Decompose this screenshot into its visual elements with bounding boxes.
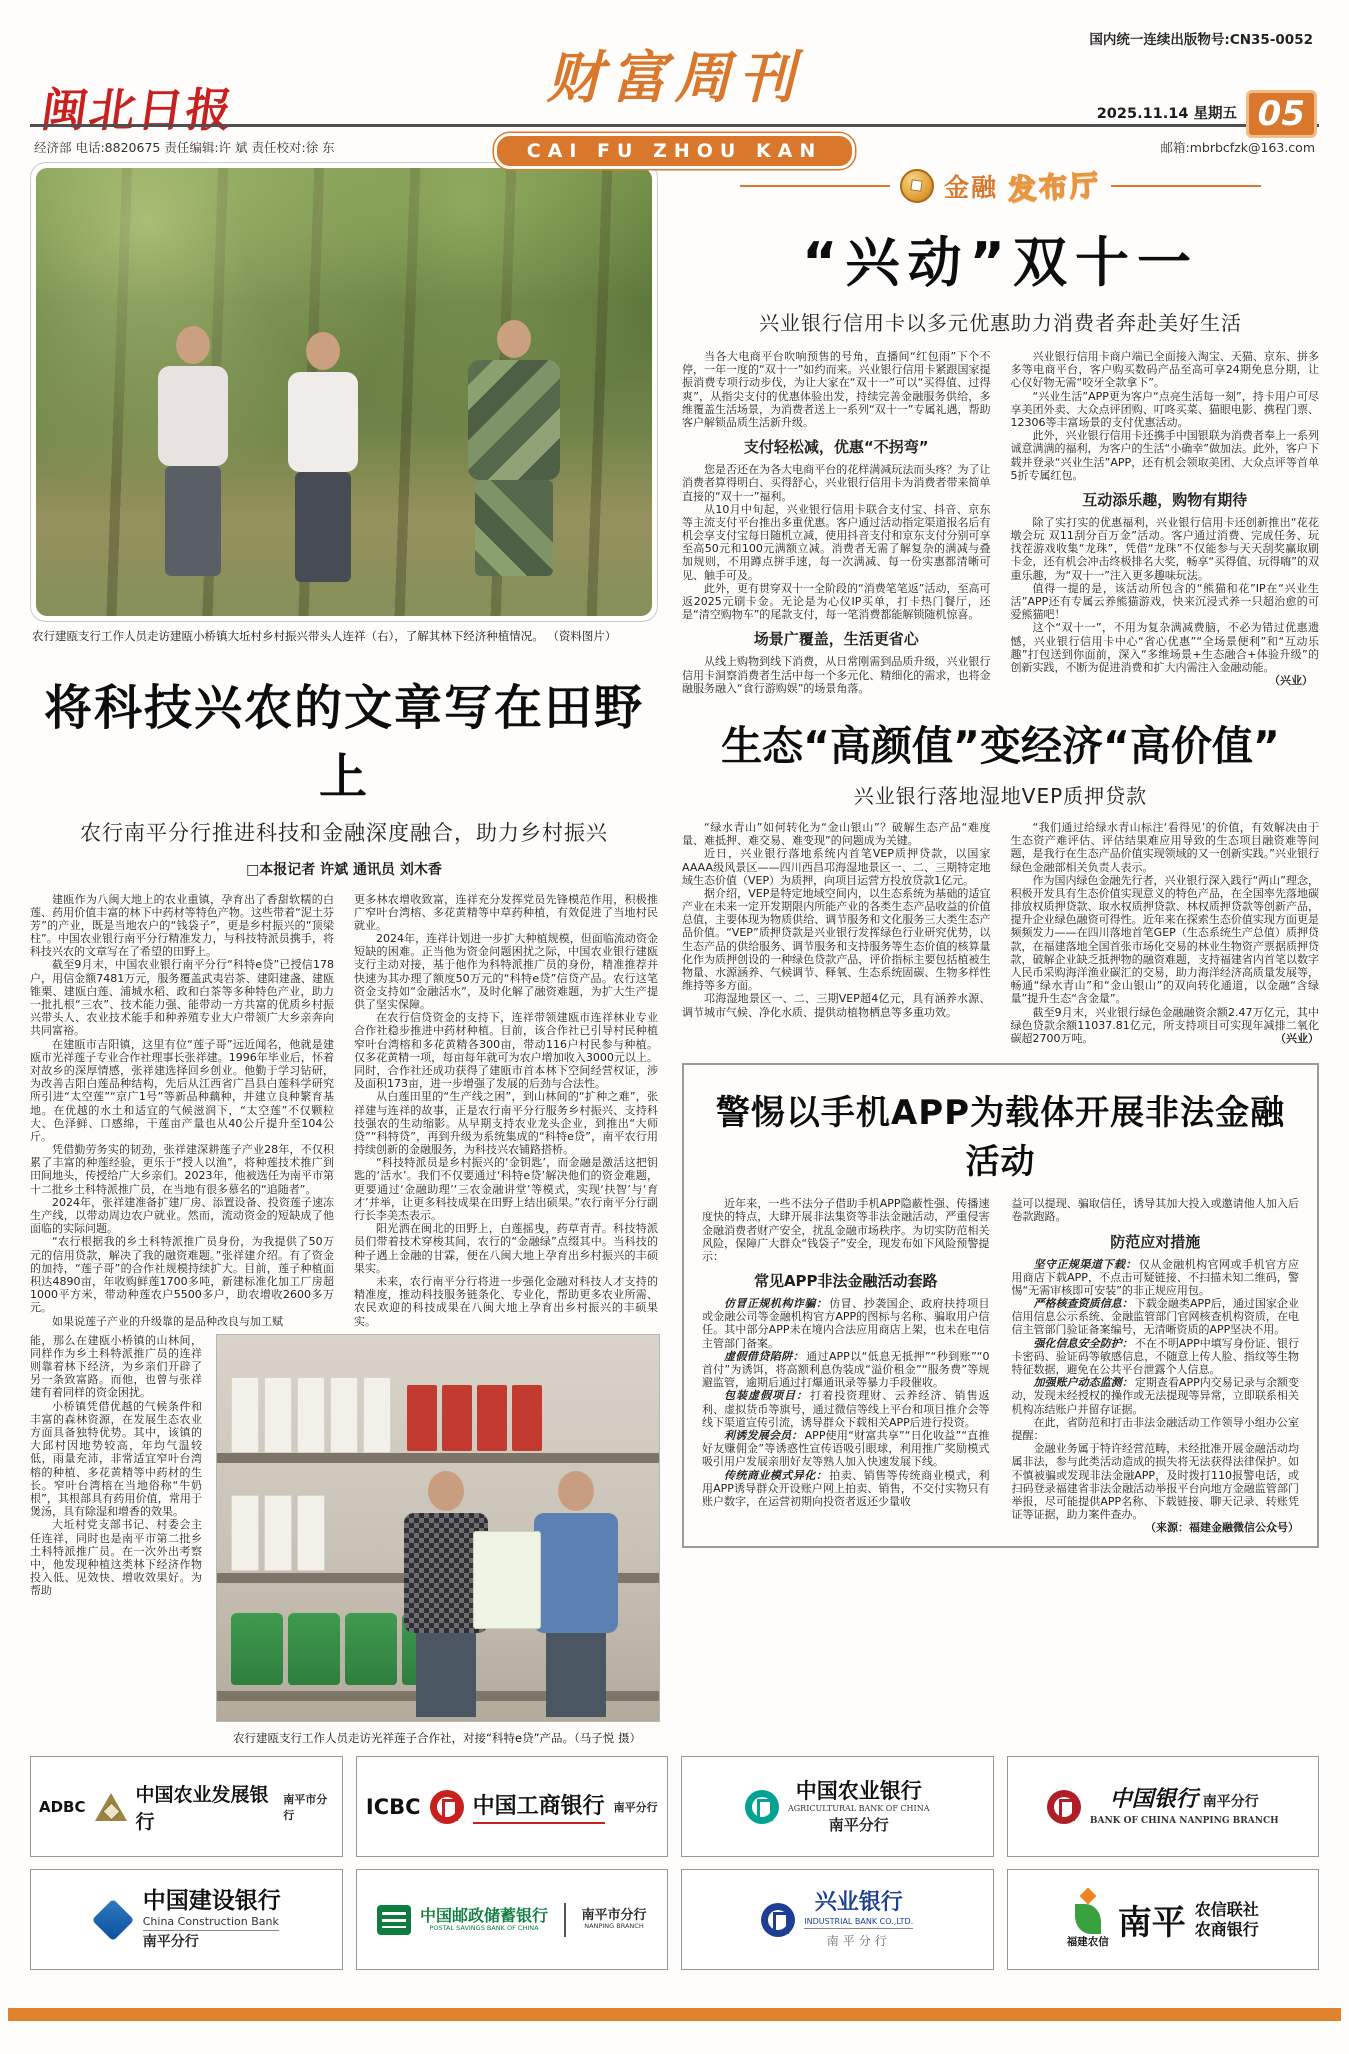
xingdong-column-1 bbox=[682, 350, 991, 695]
paragraph: 未来，农行南平分行将进一步强化金融对科技人才支持的精准度，推动科技服务链条化、专业化，帮助更多农业所需、农民欢迎的科技成果在八闽大地上孕育出乡村振兴的丰硕果实。 bbox=[354, 1274, 658, 1328]
nongxin-name: 南平 bbox=[1117, 1903, 1186, 1943]
photo-cooperative-visit bbox=[216, 1334, 660, 1722]
vep-headline: 生态“高颜值”变经济“高价值” bbox=[721, 721, 1280, 770]
paragraph-lead-in: 传统商业模式异化： bbox=[724, 1468, 828, 1482]
left-article-headline: 将科技兴农的文章写在田野上 bbox=[43, 679, 644, 805]
article-xingdong bbox=[682, 220, 1319, 695]
icbc-abbr: ICBC bbox=[365, 1794, 421, 1819]
issue-date: 2025.11.14 星期五 bbox=[1096, 106, 1237, 122]
vep-subtitle: 兴业银行落地湿地VEP质押贷款 bbox=[853, 783, 1148, 808]
paragraph: 邛海湿地景区一、二、三期VEP超4亿元，具有涵养水源、调节城市气候、净化水质、提供动植物栖息等多重功效。 bbox=[682, 992, 991, 1019]
paragraph: 值得一提的是，该活动所包含的“熊猫和花”IP在“兴业生活”APP还有专属云养熊猫游戏，快来沉浸式养一只超治愈的可爱熊猫吧！ bbox=[1010, 581, 1319, 622]
paragraph: 作为国内绿色金融先行者，兴业银行深入践行“两山”理念，积极开发具有生态价值实现意义的特色产品，在全国率先落地碳排放权质押贷款、取水权质押贷款、林权质押贷款等创新产品，提升企业绿色融资可得性。近年来在探索生态价值实现方面更是频频发力——在四川落地首笔GEP（生态系统生产总值）质押贷款，在福建落地全国首张市场化交易的林业生物资产票据质押贷款，破解企业缺乏抵押物的融资难题，支持福建省内首笔以数字人民币采购海洋渔业碳汇的交易，助力海洋经济高质量发展等，畅通“绿水青山”和“金山银山”的双向转化通道，以金融“含绿量”提升生态“含金量”。 bbox=[1010, 873, 1319, 1006]
paragraph: 截至9月末，兴业银行绿色金融融资余额2.47万亿元，其中绿色贷款余额11037.81亿元，所支持项目可实现年减排二氧化碳超2700万吨。 （兴业） bbox=[1010, 1005, 1319, 1045]
warning-headline: 警惕以手机APP为载体开展非法金融活动 bbox=[715, 1093, 1286, 1183]
section-masthead bbox=[0, 34, 1349, 169]
sub-heading: 常见APP非法金融活动套路 bbox=[753, 1272, 938, 1291]
paragraph: 从线上购物到线下消费，从日常刚需到品质升级，兴业银行信用卡洞察消费者生活中每一个多元化、精细化的需求，也将金融服务融入“食行游购娱”的场景角落。 bbox=[682, 655, 991, 695]
photo-forest-visit bbox=[30, 162, 658, 622]
paragraph: 您是否还在为各大电商平台的花样满减玩法而头疼？为了让消费者算得明白、买得舒心，兴业银行信用卡为消费者带来简单直接的“双十一”福利。 bbox=[682, 463, 991, 503]
xingdong-subtitle: 兴业银行信用卡以多元优惠助力消费者奔赴美好生活 bbox=[759, 311, 1242, 335]
paragraph: 近年来，一些不法分子借助手机APP隐蔽性强、传播速度快的特点，大肆开展非法集资等非法金融活动，严重侵害金融消费者财产安全，扰乱金融市场秩序。为切实防范相关风险，保障广大群众“钱袋子”安全，现发布如下风险预警提示： bbox=[702, 1197, 990, 1263]
paragraph: 益可以提现、骗取信任，诱导其加大投入或邀请他人加入后卷款跑路。 bbox=[1011, 1197, 1299, 1224]
right-column bbox=[682, 162, 1319, 1746]
left-article-bottom bbox=[30, 1334, 658, 1722]
nongxin-footer: 福建农信 bbox=[1066, 1936, 1109, 1949]
paragraph: 大坵村党支部书记、村委会主任连祥，同时也是南平市第二批乡土科特派推广员。在一次外出考察中，他发现种植这类林下经济作物投入低、见效快、增收效果好。为帮助 bbox=[30, 1518, 202, 1598]
page-number-badge: 05 bbox=[1246, 90, 1317, 138]
paragraph: 此外，更有贯穿双十一全阶段的“消费笔笔返”活动，至高可返2025元刷卡金。无论是为心仪IP买单，打卡热门餐厅，还是“清空购物车”的尾款支付，每一笔消费都能解锁随机惊喜。 bbox=[682, 581, 991, 622]
abc-logo-icon bbox=[745, 1790, 779, 1824]
paragraph: 当各大电商平台吹响预售的号角，直播间“红包雨”下个不停，一年一度的“双十一”如约而来。兴业银行信用卡紧跟国家提振消费专项行动步伐，为让大家在“双十一”可以“买得值、过得爽”，从指尖支付的优惠体验出发，持续完善金融服务供给，多维覆盖生活场景，为消费者送上一系列“双十一”专属礼遇，帮助客户解锁品质生活新升级。 bbox=[682, 350, 991, 429]
abc-name: 中国农业银行 bbox=[795, 1778, 922, 1803]
nongxin-line1: 农信联社 bbox=[1194, 1900, 1259, 1920]
paragraph: 虚假借贷陷阱： 通过APP以“低息无抵押”“秒到账”“0首付”为诱饵，将高额利息伪装成“溢价租金”“服务费”等规避监管，逾期后通过打爆通讯录等暴力手段催收。 bbox=[702, 1349, 990, 1390]
paragraph-lead-in: 加强账户动态监测： bbox=[1033, 1376, 1133, 1390]
paragraph: 利诱发展会员： APP使用“财富共享”“日化收益”“直推好友赚佣金”等诱惑性宣传语吸引眼球，利用推广奖励模式吸引用户发展亲朋好友等熟人加入快速发展下线。 bbox=[702, 1428, 990, 1469]
signoff: （兴业） bbox=[1269, 674, 1313, 688]
white-product-boxes bbox=[231, 1377, 391, 1453]
paragraph: 传统商业模式异化： 拍卖、销售等传统商业模式，利用APP诱导群众开设账户网上拍卖、销售，不交付实物只有账户数字，在运营初期向投资者返还少量收 bbox=[702, 1468, 990, 1508]
sub-heading: 场景广覆盖，生活更省心 bbox=[753, 630, 919, 649]
finance-hall-badge bbox=[682, 166, 1319, 206]
paragraph: 仿冒正规机构诈骗： 仿冒、抄袭国企、政府扶持项目或金融公司等金融机构官方APP的图标与名称、骗取用户信任。其中部分APP未在境内合法应用商店上架，也未在电信主管部门备案。 bbox=[702, 1297, 990, 1350]
warning-column-1 bbox=[702, 1197, 990, 1534]
adbc-branch: 南平市分行 bbox=[283, 1792, 328, 1822]
paragraph-lead-in: 包装虚假项目： bbox=[724, 1389, 809, 1403]
paragraph: 2024年，连祥计划进一步扩大种植规模，但面临流动资金短缺的困难。正当他为资金问题困扰之际，中国农业银行建瓯支行主动对接，基于他作为科特派推广员的身份，精准推荐并快速为其办理了额度50万元的“科特e贷”信贷产品。农行这笔资金支持如“金融活水”，及时化解了融资难题，为扩大生产提供了坚实保障。 bbox=[354, 932, 658, 1012]
ccb-name-en: China Construction Bank bbox=[143, 1915, 279, 1931]
left-article-subtitle: 农行南平分行推进科技和金融深度融合，助力乡村振兴 bbox=[80, 820, 608, 845]
divider bbox=[564, 1903, 566, 1937]
person-figure bbox=[466, 320, 562, 570]
paragraph: 如果说莲子产业的升级靠的是品种改良与加工赋 bbox=[52, 1314, 283, 1328]
xingdong-headline: “兴动”双十一 bbox=[802, 231, 1199, 294]
person-figure bbox=[286, 332, 360, 582]
lotus-gift-bag bbox=[473, 1531, 541, 1629]
ad-ccb bbox=[30, 1869, 343, 1970]
paragraph: 这个“双十一”，不用为复杂满减费脑，不必为错过优惠遗憾，兴业银行信用卡中心“省心优惠”“全场景便利”和“互动乐趣”打包送到你面前，深入“多维场景+生态融合+体验升级”的创新实践，不断为促进消费和扩大内需注入金融动能。 bbox=[1010, 621, 1319, 674]
paragraph: “我们通过给绿水青山标注‘看得见’的价值，有效解决由于生态资产难评估、评估结果难应用导致的生态项目融资难等问题，是我行在生态产品价值实现领域的又一创新实践。”兴业银行绿色金融部相关负责人表示。 bbox=[1010, 820, 1319, 874]
psbc-branch-en: NANPING BRANCH bbox=[584, 1922, 644, 1931]
paragraph-lead-in: 强化信息安全防护： bbox=[1033, 1336, 1133, 1350]
contact-email: 邮箱:mbrbcfzk@163.com bbox=[1160, 140, 1315, 155]
photo1-caption: 农行建瓯支行工作人员走访建瓯小桥镇大坵村乡村振兴带头人连祥（右），了解其林下经济种植情况。 （资料图片） bbox=[32, 629, 617, 643]
ccb-logo-icon bbox=[92, 1898, 134, 1940]
paragraph: “科技特派员是乡村振兴的‘金钥匙’，而金融是激活这把钥匙的‘活水’。我们不仅要通过‘科特e贷’解决他们的资金难题，更要通过‘金融助理’‘三农金融讲堂’等模式，实现‘扶智’与‘育才’并举，让更多科技成果在田野上结出硕果。”农行南平分行副行长李美杰表示。 bbox=[354, 1156, 658, 1223]
paragraph: 2024年，张祥建准备扩建厂房、添置设备、投资莲子速冻生产线，以带动周边农户就业。然而，流动资金的短缺成了他面临的实际问题。 bbox=[30, 1195, 334, 1236]
paragraph: 更多林农增收致富，连祥充分发挥党员先锋模范作用，积极推广窄叶台湾榕、多花黄精等中草药种植，有效促进了当地村民就业。 bbox=[354, 892, 658, 932]
cib-name-en: INDUSTRIAL BANK CO.,LTD. bbox=[804, 1917, 913, 1930]
paragraph: 在农行信贷资金的支持下，连祥带领建瓯市连祥林业专业合作社稳步推进中药材种植。目前，该合作社已引导村民种植窄叶台湾榕和多花黄精各300亩，带动116户村民参与种植。仅多花黄精一项，每亩每年就可为农户增加收入3000元以上。同时，合作社还成功获得了建瓯市首本林下空间经营权证，涉及面积173亩，进一步增强了发展的后劲与合法性。 bbox=[354, 1011, 658, 1091]
signoff: （来源：福建金融微信公众号） bbox=[1145, 1521, 1299, 1535]
paragraph: 截至9月末，中国农业银行南平分行“科特e贷”已授信178户，用信金额7481万元，服务覆盖武夷岩茶、建阳建盏、建瓯锥栗、建瓯白莲、浦城水稻、政和白茶等多种特色产业，助力一批扎根“三农”、技术能力强、能带动一方共富的优质乡村振兴带头人、农业技术能手和种养殖专业大户带领广大乡亲奔向共同富裕。 bbox=[30, 958, 334, 1038]
signoff: （兴业） bbox=[1275, 1031, 1319, 1045]
ad-nongxin bbox=[1007, 1869, 1320, 1970]
paragraph-lead-in: 利诱发展会员： bbox=[724, 1428, 803, 1442]
department-line: 经济部 电话:8820675 责任编辑:许 斌 责任校对:徐 东 bbox=[34, 140, 335, 155]
adbc-logo-icon bbox=[95, 1793, 127, 1821]
adbc-abbr: ADBC bbox=[39, 1797, 86, 1816]
badge-line-right bbox=[1111, 185, 1261, 187]
boc-name-en: BANK OF CHINA NANPING BRANCH bbox=[1089, 1816, 1279, 1827]
paragraph: 除了实打实的优惠福利，兴业银行信用卡还创新推出“花花墩会玩 双11刮分百万金”活动。客户通过消费、完成任务、玩找茬游戏收集“龙珠”，凭借“龙珠”不仅能参与天天刮奖赢取刷卡金，还有机会冲击终极排名大奖，畅享“买得值、玩得嗨”的双重乐趣，为“双十一”注入更多趣味玩法。 bbox=[1010, 515, 1319, 582]
paragraph: “兴业生活”APP更为客户“点亮生活每一刻”，持卡用户可尽享美团外卖、大众点评团购、叮咚买菜、猫眼电影、携程门票、12306等丰富场景的支付优惠活动。 bbox=[1010, 389, 1319, 429]
psbc-name-en: POSTAL SAVINGS BANK OF CHINA bbox=[429, 1924, 539, 1933]
ccb-name: 中国建设银行 bbox=[142, 1887, 281, 1914]
abc-branch: 南平分行 bbox=[828, 1816, 889, 1835]
paragraph: 包装虚假项目： 打着投资理财、云养经济、销售返利、虚拟货币等旗号，通过微信等线上平台和项目推介会等线下渠道宣传引流，诱导群众下载相关APP后进行投资。 bbox=[702, 1389, 990, 1429]
photo2-caption: 农行建瓯支行工作人员走访光祥莲子合作社，对接“科特e贷”产品。（马子悦 摄） bbox=[233, 1730, 641, 1745]
icbc-name: 中国工商银行 bbox=[473, 1789, 605, 1824]
paragraph-lead-in: 坚守正规渠道下载： bbox=[1033, 1257, 1137, 1271]
boc-name: 中国银行 bbox=[1109, 1785, 1198, 1812]
sub-heading: 支付轻松减，优惠“不拐弯” bbox=[743, 438, 929, 457]
cib-branch: 南平分行 bbox=[826, 1934, 891, 1949]
bank-ads-grid bbox=[30, 1756, 1319, 1970]
sub-heading: 防范应对措施 bbox=[1110, 1232, 1201, 1251]
badge-line-left bbox=[740, 185, 890, 187]
bottom-accent-bar bbox=[8, 2008, 1341, 2021]
left-article bbox=[30, 162, 658, 1746]
section-title: 财富周刊 bbox=[546, 45, 803, 111]
photo-forest-visit-image bbox=[36, 168, 652, 616]
left-article-column-2 bbox=[354, 893, 658, 1328]
boc-logo-icon bbox=[1047, 1790, 1081, 1824]
psbc-name: 中国邮政储蓄银行 bbox=[419, 1906, 548, 1925]
masthead-logo: 闽北日报 bbox=[37, 83, 238, 137]
left-article-body bbox=[30, 893, 658, 1328]
paragraph: 金融业务属于特许经营范畴，未经批准开展金融活动均属非法，参与此类活动造成的损失将无法获得法律保护。如不慎被骗或发现非法金融APP，及时拨打110报警电话，或扫码登录福建省非法金融活动举报平台向地方金融监管部门举报，尽可能提供APP名称、下载链接、聊天记录、转账凭证等证据，助力案件查办。 （来源：福建金融微信公众号） bbox=[1011, 1442, 1299, 1535]
paragraph: “绿水青山”如何转化为“金山银山”？破解生态产品“难度量、难抵押、难交易、难变现”的问题成为关键。 bbox=[682, 820, 991, 848]
paragraph-lead-in: 虚假借贷陷阱： bbox=[724, 1349, 805, 1363]
vep-column-1 bbox=[682, 821, 991, 1045]
ad-icbc bbox=[356, 1756, 669, 1857]
paragraph: “农行根据我的乡土科特派推广员身份，为我提供了50万元的信用贷款，解决了我的融资难题。”张祥建介绍。有了资金的加持，“莲子哥”的合作社规模持续扩大。目前，莲子种植面积达4890亩，年收购鲜莲1700多吨，新建标准化加工厂房超1000平方米，带动种莲农户5500多户，助农增收2600多万元。 bbox=[30, 1235, 334, 1315]
ad-boc bbox=[1007, 1756, 1320, 1857]
finance-hall-label-2: 发布厅 bbox=[1007, 168, 1102, 207]
nongxin-line2: 农商银行 bbox=[1194, 1919, 1259, 1939]
article-warning-box bbox=[682, 1063, 1319, 1548]
paragraph: 据介绍，VEP是特定地域空间内，以生态系统为基础的适宜产业在未来一定开发期限内所能产业的各类生态产品收益的价值总值，主要体现为物质供给、调节服务和文化服务三大类生态产品价值。“VEP”质押贷款是兴业银行发挥绿色行业研究优势，以生态产品的供给服务、调节服务和支持服务等生态价值的核算量化作为质押创设的一种绿色贷款产品，评价指标主要包括植被生物量、水源涵养、气候调节、释氧、生态系统固碳、生物多样性维持等多方面。 bbox=[682, 886, 991, 993]
paragraph: 建瓯作为八闽大地上的农业重镇，孕育出了香甜软糯的白莲、药用价值丰富的林下中药材等特色产物。这些带着“泥土芬芳”的产业，既是当地农户的“钱袋子”，更是乡村振兴的“顶梁柱”。中国农业银行南平分行精准发力，与科技特派员携手，将科技兴农的文章写在了希望的田野上。 bbox=[30, 892, 334, 959]
paragraph: 凭借勤劳务实的韧劲，张祥建深耕莲子产业28年，不仅积累了丰富的种莲经验，更乐于“授人以渔”，将种莲技术推广到田间地头，传授给广大乡亲们。2023年，他被选任为南平市第十二批乡土科特派推广员，在当地有很多慕名的“追随者”。 bbox=[30, 1143, 334, 1196]
white-product-boxes bbox=[231, 1495, 325, 1571]
left-article-column-narrow bbox=[30, 1334, 202, 1722]
person-figure bbox=[156, 326, 230, 576]
ad-psbc bbox=[356, 1869, 669, 1970]
boc-branch: 南平分行 bbox=[1202, 1793, 1259, 1810]
person-figure bbox=[533, 1471, 619, 1721]
paragraph-lead-in: 严格核查资质信息： bbox=[1033, 1297, 1133, 1311]
vep-column-2 bbox=[1011, 821, 1320, 1045]
psbc-logo-icon bbox=[377, 1905, 411, 1935]
cib-name: 兴业银行 bbox=[814, 1890, 903, 1916]
psbc-branch: 南平市分行 bbox=[581, 1907, 647, 1923]
abc-name-en: AGRICULTURAL BANK OF CHINA bbox=[788, 1803, 930, 1813]
finance-hall-label-1: 金融 bbox=[943, 173, 998, 202]
xingdong-column-2 bbox=[1011, 350, 1320, 695]
left-article-byline: □本报记者 许斌 通讯员 刘木香 bbox=[246, 861, 442, 878]
gold-coin-icon bbox=[900, 169, 934, 203]
paragraph: 此外，兴业银行信用卡还携手中国银联为消费者奉上一系列诚意满满的福利，为客户的生活“小确幸”做加法。此外，客户下载并登录“兴业生活”APP，还有机会领取美团、大众点评等首单5折专属红包。 bbox=[1010, 429, 1319, 482]
warning-column-2 bbox=[1012, 1197, 1300, 1534]
section-title-pinyin: CAI FU ZHOU KAN bbox=[494, 133, 856, 169]
main-content bbox=[30, 162, 1319, 1746]
icbc-logo-icon bbox=[430, 1790, 464, 1824]
paragraph: 小桥镇凭借优越的气候条件和丰富的森林资源，在发展生态农业方面具备独特优势。其中，该镇的大邱村因地势较高，年均气温较低，雨量充沛，非常适宜窄叶台湾榕的种植、多花黄精等中药材的生长。窄叶台湾榕在当地俗称“牛奶根”，其根部具有药用价值，常用于煲汤，具有除湿和增香的效果。 bbox=[30, 1399, 202, 1519]
cib-logo-icon bbox=[761, 1903, 795, 1937]
icbc-branch: 南平分行 bbox=[613, 1800, 658, 1814]
ccb-branch: 南平分行 bbox=[142, 1934, 199, 1951]
sub-heading: 互动添乐趣，购物有期待 bbox=[1082, 490, 1248, 509]
paragraph-lead-in: 仿冒正规机构诈骗： bbox=[724, 1297, 828, 1311]
paragraph: 兴业银行信用卡商户端已全面接入淘宝、天猫、京东、拼多多等电商平台，客户购买数码产品至高可享24期免息分期，让心仪好物无需“咬牙全款拿下”。 bbox=[1010, 350, 1319, 390]
paragraph: 在建瓯市吉阳镇，这里有位“莲子哥”远近闻名，他就是建瓯市光祥莲子专业合作社理事长张祥建。1996年毕业后，怀着对故乡的深厚情感，张祥建选择回乡创业。他勤于学习钻研，为改善吉阳白莲品种结构，先后从江西省广昌县白莲科学研究所引进“太空莲”“京广1号”等新品种藕种，并建立良种繁育基地。在优越的水土和适宜的气候滋润下，“太空莲”不仅颗粒大、色泽鲜、口感绵，干莲亩产量也从40公斤提升至104公斤。 bbox=[30, 1037, 334, 1143]
article-vep bbox=[682, 713, 1319, 1045]
ad-adbc bbox=[30, 1756, 343, 1857]
ad-cib bbox=[681, 1869, 994, 1970]
shelf-board bbox=[217, 1453, 659, 1463]
nongxin-logo-icon bbox=[1071, 1890, 1105, 1934]
left-article-column-1 bbox=[30, 893, 334, 1328]
paragraph: 加强账户动态监测： 定期查看APP内交易记录与余额变动，发现未经授权的操作或无法提现等异常，立即联系相关机构冻结账户并留存证据。 bbox=[1011, 1376, 1300, 1416]
paragraph: 阳光洒在闽北的田野上，白莲摇曳，药草青青。科技特派员们带着技术穿梭其间，农行的“金融绿”点缀其中。当科技的种子遇上金融的甘霖，便在八闽大地上孕育出乡村振兴的丰硕果实。 bbox=[354, 1222, 658, 1275]
ad-abc bbox=[681, 1756, 994, 1857]
red-product-boxes bbox=[407, 1385, 542, 1451]
paragraph: 坚守正规渠道下载： 仅从金融机构官网或手机官方应用商店下载APP，不点击可疑链接、不扫描未知二维码，警惕“无需审核即可安装”的非正规应用包。 bbox=[1011, 1257, 1300, 1297]
paragraph: 从白莲田里的“生产线之困”，到山林间的“扩种之难”，张祥建与连祥的故事，正是农行南平分行服务乡村振兴、支持科技强农的生动缩影。从早期支持农业龙头企业，到推出“大师贷”“科特贷”，再到升级为系统集成的“科特e贷”，南平农行用持续创新的金融服务，为科技兴农铺路搭桥。 bbox=[354, 1090, 658, 1157]
paragraph: 强化信息安全防护： 不在不明APP中填写身份证、银行卡密码、验证码等敏感信息，不随意上传人脸、指纹等生物特征数据，避免在公共平台泄露个人信息。 bbox=[1011, 1336, 1300, 1376]
paragraph: 在此，省防范和打击非法金融活动工作领导小组办公室提醒： bbox=[1011, 1415, 1299, 1442]
paragraph: 近日，兴业银行落地系统内首笔VEP质押贷款，以国家AAAA级风景区——四川西昌邛海湿地景区一、二、三期特定地域生态价值（VEP）为质押，向项目运营方投放贷款1亿元。 bbox=[682, 847, 991, 887]
paragraph: 能，那么在建瓯小桥镇的山林间，同样作为乡土科特派推广员的连祥则靠着林下经济，为乡亲们开辟了另一条致富路。而他，也曾与张祥建有着同样的资金困扰。 bbox=[30, 1333, 202, 1400]
adbc-name: 中国农业发展银行 bbox=[135, 1783, 269, 1833]
paragraph: 从10月中旬起，兴业银行信用卡联合支付宝、抖音、京东等主流支付平台推出多重优惠。客户通过活动指定渠道报名后有机会享支付宝每日随机立减，使用抖音支付和京东支付分别可享至高50元和100元满额立减。消费者无需了解复杂的满减与叠加规则，不用蹲点拼手速，每一次满减、每一份实惠都清晰可见、触手可及。 bbox=[682, 502, 991, 582]
publication-number: 国内统一连续出版物号:CN35-0052 bbox=[1089, 32, 1313, 48]
paragraph: 严格核查资质信息： 下载金融类APP后，通过国家企业信用信息公示系统、金融监管部门官网核查机构资质，在电信主管部门验证备案编号，无清晰资质的APP坚决不用。 bbox=[1011, 1297, 1300, 1337]
